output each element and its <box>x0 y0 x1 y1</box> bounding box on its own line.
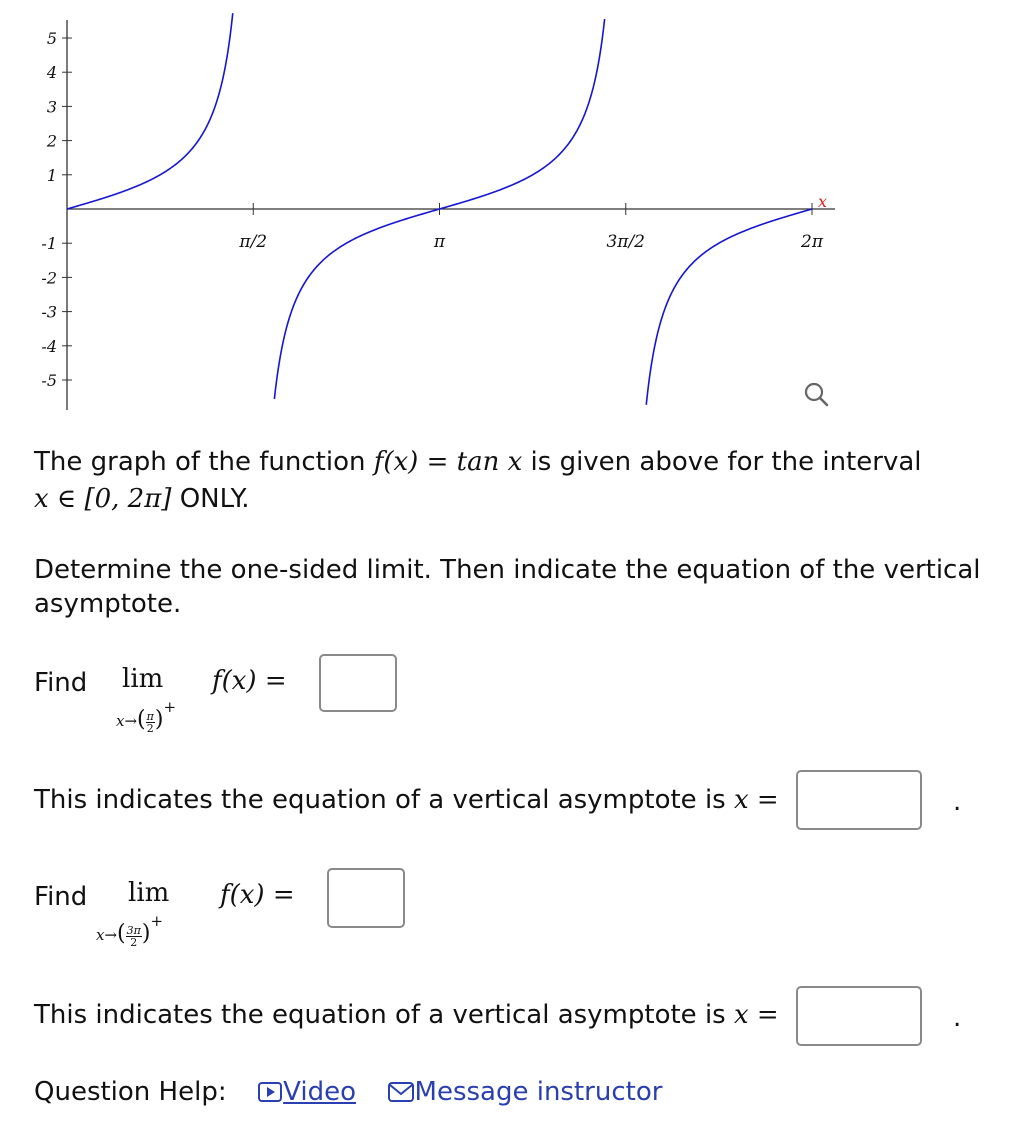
q1-lim-word: lim <box>122 664 164 694</box>
q3-approach: x→ <box>96 926 118 944</box>
q2-text <box>34 783 779 817</box>
message-instructor-link[interactable] <box>387 1077 663 1107</box>
instruction-line-1: Determine the one-sided limit. Then indicate the equation of the vertical <box>34 555 981 585</box>
tan-branch <box>67 13 233 209</box>
equals-sign: = <box>418 447 457 477</box>
q2-statement: This indicates the equation of a vertical asymptote is <box>34 785 726 815</box>
y-tick-label: -5 <box>41 371 57 390</box>
y-tick-label: -3 <box>41 302 57 322</box>
interval-suffix: ONLY. <box>171 484 250 514</box>
y-tick-label: 5 <box>46 29 57 48</box>
q4-answer-box[interactable] <box>796 986 922 1046</box>
question-help <box>34 1075 662 1109</box>
x-tick-label: 3π/2 <box>606 232 646 252</box>
q4-text <box>34 998 779 1032</box>
instruction-line-2: asymptote. <box>34 589 182 619</box>
q3-function: f(x) = <box>220 880 295 910</box>
q2-answer-box[interactable] <box>796 770 922 830</box>
description-prefix: The graph of the function <box>34 447 374 477</box>
q1-function: f(x) = <box>212 666 287 696</box>
q3-lim-subscript: x→( $\frac{3\pi}{2}$ )+ <box>96 912 164 949</box>
q3-frac-num: 3π <box>126 923 141 937</box>
y-tick-label: 3 <box>46 97 57 117</box>
q3-frac-den: 2 <box>130 935 138 949</box>
q2-variable: x = <box>733 785 779 815</box>
q1-find-label: Find <box>34 668 88 698</box>
y-tick-label: -2 <box>41 268 57 288</box>
magnifier-icon[interactable] <box>806 384 827 405</box>
q1-frac-den: 2 <box>146 721 154 735</box>
q1-frac-num: π <box>146 709 154 723</box>
description-line-2 <box>34 482 250 516</box>
q2-period: . <box>953 787 962 817</box>
description-suffix: is given above for the interval <box>522 447 922 477</box>
play-icon <box>257 1081 283 1103</box>
x-tick-label: π <box>433 232 446 252</box>
q1-answer-box[interactable] <box>319 654 397 712</box>
y-tick-label: 2 <box>46 131 57 151</box>
x-ticks <box>238 203 823 252</box>
q4-statement: This indicates the equation of a vertical asymptote is <box>34 1000 726 1030</box>
y-tick-label: 4 <box>46 63 57 83</box>
envelope-icon <box>387 1081 415 1103</box>
function-rhs: tan x <box>456 447 523 477</box>
message-instructor-label[interactable]: Message instructor <box>414 1077 663 1107</box>
x-tick-label: 2π <box>801 232 823 252</box>
q3-side: + <box>150 912 164 930</box>
tan-branch <box>646 209 812 405</box>
q1-limit-expression <box>116 664 320 744</box>
interval-math: x ∈ [0, 2π] <box>34 484 172 514</box>
description-line-1 <box>34 445 921 479</box>
q4-period: . <box>953 1003 962 1033</box>
q3-limit-expression <box>96 878 336 958</box>
q1-lim-subscript: x→( $\frac{\pi}{2}$ )+ <box>116 698 177 735</box>
q1-side: + <box>163 698 177 716</box>
function-lhs: f(x) <box>373 447 419 477</box>
help-label: Question Help: <box>34 1077 227 1107</box>
q3-find-label: Find <box>34 882 88 912</box>
x-tick-label: π/2 <box>239 232 268 252</box>
q1-approach: x→ <box>116 712 138 730</box>
y-tick-label: 1 <box>46 165 57 185</box>
tangent-graph <box>0 0 1020 420</box>
y-tick-label: -4 <box>41 336 57 356</box>
q4-variable: x = <box>733 1000 779 1030</box>
video-link-label[interactable]: Video <box>283 1077 356 1107</box>
x-axis-label: x <box>818 192 828 211</box>
video-link[interactable] <box>257 1077 364 1107</box>
y-tick-label: -1 <box>41 234 57 254</box>
q3-lim-word: lim <box>128 878 170 908</box>
q3-answer-box[interactable] <box>327 868 405 928</box>
